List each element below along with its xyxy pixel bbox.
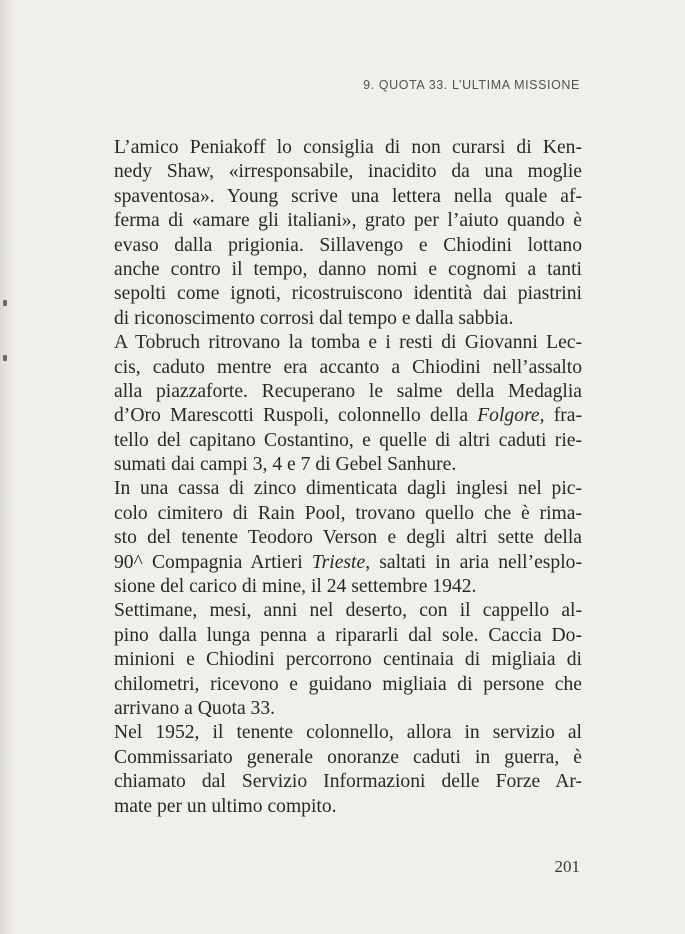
text-line: L’amico Peniakoff lo consiglia di non curarsi di Ken-: [114, 137, 582, 158]
text-line: Commissariato generale onoranze caduti in guerra, è: [114, 746, 582, 768]
text-line: arrivano a Quota 33.: [114, 697, 276, 719]
text-line: In una cassa di zinco dimenticata dagli inglesi nel pic-: [114, 478, 582, 500]
text-line: evaso dalla prigionia. Sillavengo e Chiodini lottano: [114, 234, 582, 256]
text-run: , saltati in aria nell’esplo-: [365, 551, 582, 573]
binding-mark: [3, 355, 7, 361]
text-line: chilometri, ricevono e guidano migliaia di persone che: [114, 673, 582, 695]
text-line: alla piazzaforte. Recuperano le salme della Medaglia: [114, 380, 582, 402]
text-line-mixed: [114, 551, 582, 575]
text-line: di riconoscimento corrosi dal tempo e dalla sabbia.: [114, 307, 514, 329]
text-line: colo cimitero di Rain Pool, trovano quello che è rima-: [114, 502, 582, 524]
text-line: tello del capitano Costantino, e quelle di altri caduti rie-: [114, 429, 582, 451]
text-line: cis, caduto mentre era accanto a Chiodini nell’assalto: [114, 356, 582, 378]
text-line-mixed: [114, 404, 582, 428]
text-line: minioni e Chiodini percorrono centinaia di migliaia di: [114, 649, 582, 671]
body-text: [114, 136, 582, 819]
text-line: pino dalla lunga penna a ripararli dal sole. Caccia Do-: [114, 624, 582, 646]
running-head: 9. QUOTA 33. L’ULTIMA MISSIONE: [363, 78, 580, 92]
text-line: anche contro il tempo, danno nomi e cognomi a tanti: [114, 258, 582, 280]
text-run: , fra-: [539, 405, 582, 427]
italic-run: Folgore: [477, 405, 540, 427]
text-line: mate per un ultimo compito.: [114, 795, 337, 817]
page-number: 201: [554, 857, 580, 876]
page-gutter-shadow: [0, 0, 14, 934]
text-line: spaventosa». Young scrive una lettera nella quale af-: [114, 185, 582, 207]
text-line: nedy Shaw, «irresponsabile, inacidito da una moglie: [114, 161, 582, 183]
text-line: A Tobruch ritrovano la tomba e i resti di Giovanni Lec-: [114, 332, 582, 354]
text-run: 90^ Compagnia Artieri: [114, 551, 312, 573]
text-line: sumati dai campi 3, 4 e 7 di Gebel Sanhure.: [114, 454, 457, 476]
text-line: sepolti come ignoti, ricostruiscono identità dai piastrini: [114, 283, 582, 305]
text-line: Settimane, mesi, anni nel deserto, con il cappello al-: [114, 600, 582, 622]
text-line: Nel 1952, il tenente colonnello, allora in servizio al: [114, 722, 582, 744]
text-line: sione del carico di mine, il 24 settembre 1942.: [114, 576, 477, 598]
text-line: sto del tenente Teodoro Verson e degli altri sette della: [114, 527, 582, 549]
text-line: chiamato dal Servizio Informazioni delle Forze Ar-: [114, 771, 582, 793]
text-line: ferma di «amare gli italiani», grato per l’aiuto quando è: [114, 210, 582, 232]
italic-run: Trieste: [311, 551, 366, 573]
text-run: d’Oro Marescotti Ruspoli, colonnello della: [114, 405, 478, 427]
binding-mark: [3, 300, 7, 306]
